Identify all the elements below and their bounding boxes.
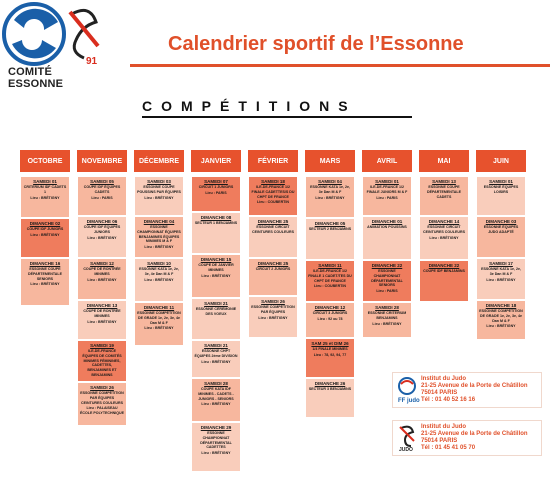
event-card: DIMANCHE 15 COUPE DE JANVIER MINIMES Lieu : BRÉTIGNY xyxy=(191,254,241,298)
page-title: Calendrier sportif de l’Essonne xyxy=(168,33,464,55)
event-card: SAMEDI 13 ESSONNE COUPE DÉPARTEMENTALE CADETS xyxy=(419,176,469,216)
month-tab: MARS xyxy=(305,150,355,172)
contact-city: 75014 PARIS xyxy=(421,438,458,444)
event-card: SAMEDI 28 COUPE KATA IDF MINIMES - CADETS - JUNIORS - SENIORS Lieu : BRÉTIGNY xyxy=(191,378,241,422)
event-card: SAMEDI 07 CIRCUIT 1 JUNIORS Lieu : PARIS xyxy=(191,176,241,212)
event-card: DIMANCHE 06 COUPE IDF ÉQUIPES JUNIORS Lieu : BRÉTIGNY xyxy=(77,216,127,258)
event-card: SAMEDI 04 ESSONNE KATA 1e, 2e, 3e Dan M & F Lieu : BRÉTIGNY xyxy=(305,176,355,218)
logo-mark-icon xyxy=(0,0,110,68)
event-card: DIMANCHE 16 ESSONNE COUPE DÉPARTEMENTALE SENIORS Lieu : BRÉTIGNY xyxy=(20,258,70,306)
event-card: SAMEDI 26 ESSONNE COMPÉTITION PAR ÉQUIPES CEINTURES COULEURS Lieu : PALAISEAU ÉCOLE POLYTECHNIQUE xyxy=(77,382,127,426)
month-tab: FÉVRIER xyxy=(248,150,298,172)
event-card: SAMEDI 19 ILE-DE-FRANCE ÉQUIPES DE COMITÉS MINIMES FÉMININES, CADETTES, BENJAMINES ET BENJAMINS xyxy=(77,340,127,382)
event-card: DIMANCHE 12 CIRCUIT 3 JUNIORS Lieu : 92 ou 78 xyxy=(305,302,355,338)
ffjudo-logo-icon xyxy=(397,376,420,404)
comite-logo xyxy=(0,0,110,88)
event-card: SAMEDI 26 ESSONNE COMPÉTITION PAR ÉQUIPES Lieu : BRÉTIGNY xyxy=(248,296,298,338)
event-card: DIMANCHE 18 ESSONNE COMPÉTITION DE GRADE 1e, 2e, 3e, 4e Dan M & F Lieu : BRÉTIGNY xyxy=(476,300,526,340)
event-card: DIMANCHE 04 ESSONNE CHAMPIONNAT ÉQUIPES BENJAMINES ÉQUIPES MINIMES M & F Lieu : BRÉTIGNY xyxy=(134,216,184,258)
event-card: SAM 25 et DIM 26 1/4 FINALE MINIMES Lieu : 78, 92, 94, 77 xyxy=(305,338,355,378)
contact-address: 21-25 Avenue de la Porte de Châtillon xyxy=(421,383,528,389)
month-tab: AVRIL xyxy=(362,150,412,172)
event-card: SAMEDI 05 COUPE IDF ÉQUIPES CADETS Lieu : PARIS xyxy=(77,176,127,216)
event-card: DIMANCHE 26 SECTEUR 3 BENJAMINS xyxy=(305,378,355,418)
month-tab: NOVEMBRE xyxy=(77,150,127,172)
contact-ffjudo xyxy=(392,372,542,408)
event-card: DIMANCHE 11 ESSONNE COMPÉTITION DE GRADE 1e, 2e, 3e, 4e Dan M & F Lieu : BRÉTIGNY xyxy=(134,302,184,346)
event-card: DIMANCHE 05 SECTEUR 2 BENJAMINS xyxy=(305,218,355,260)
contact-city: 75014 PARIS xyxy=(421,390,458,396)
event-card: DIMANCHE 25 ESSONNE CIRCUIT CEINTURES COULEURS xyxy=(248,216,298,258)
event-card: SAMEDI 03 ESSONNE COUPE POUSSINS PAR ÉQUIPES Lieu : BRÉTIGNY xyxy=(134,176,184,216)
event-card: SAMEDI 17 ESSONNE KATA 1e, 2e, 3e Dan M & F Lieu : BRÉTIGNY xyxy=(476,258,526,300)
month-tab: JUIN xyxy=(476,150,526,172)
event-card: DIMANCHE 13 COUPE DE RONTRÉE MINIMES Lieu : BRÉTIGNY xyxy=(77,300,127,340)
svg-text:FF judo: FF judo xyxy=(398,398,420,404)
month-tab: MAI xyxy=(419,150,469,172)
month-tab: DÉCEMBRE xyxy=(134,150,184,172)
month-tab: JANVIER xyxy=(191,150,241,172)
svg-text:91: 91 xyxy=(86,56,98,67)
event-card: SAMEDI 10 ESSONNE KATA 1e, 2e, 3e, 4e Dan M & F Lieu : BRÉTIGNY xyxy=(134,258,184,302)
event-card: SAMEDI 21 ESSONNE CHPT ÉQUIPES 2ème DIVISION Lieu : BRÉTIGNY xyxy=(191,340,241,378)
event-card: SAMEDI 28 ESSONNE CRITERIUM BENJAMINS Lieu : BRÉTIGNY xyxy=(362,302,412,338)
contact-comite xyxy=(392,420,542,456)
event-card: SAMEDI 11 ILE-DE-FRANCE 1/2 FINALE 1 CADET/TES DU CHPT DE FRANCE Lieu : COUBERTIN xyxy=(305,260,355,302)
comite-judo-logo-icon xyxy=(397,424,417,452)
event-card: DIMANCHE 03 ESSONNE ÉQUIPES JUDO ADAPTÉ xyxy=(476,216,526,258)
event-card: DIMANCHE 29 ESSONNE CHAMPIONNAT DÉPARTEMENTAL CADETTES Lieu : BRÉTIGNY xyxy=(191,422,241,472)
event-card: SAMEDI 01 CRITERIUM IDF CADETS 1 Lieu : BRÉTIGNY xyxy=(20,176,70,218)
event-card: DIMANCHE 22 COUPE IDF BENJAMINS xyxy=(419,260,469,302)
month-tab: OCTOBRE xyxy=(20,150,70,172)
event-card: DIMANCHE 02 COUPE IDF JUNIORS Lieu : BRÉTIGNY xyxy=(20,218,70,258)
contact-phone: Tél : 01 45 41 05 70 xyxy=(421,445,476,451)
contact-name: Institut du Judo xyxy=(421,376,466,382)
contact-address: 21-25 Avenue de la Porte de Châtillon xyxy=(421,431,528,437)
event-card: SAMEDI 01 ILE-DE-FRANCE 1/2 FINALE JUNIORS M & F Lieu : PARIS xyxy=(362,176,412,216)
event-card: DIMANCHE 14 ESSONNE CIRCUIT CEINTURES COULEURS Lieu : BRÉTIGNY xyxy=(419,216,469,260)
contact-name: Institut du Judo xyxy=(421,424,466,430)
event-card: SAMEDI 01 ESSONNE ÉQUIPES LOISIRS xyxy=(476,176,526,216)
event-card: DIMANCHE 25 CIRCUIT 2 JUNIORS xyxy=(248,258,298,296)
event-card: SAMEDI 21 ESSONNE CÉRÉMONIE DES VOEUX xyxy=(191,298,241,340)
logo-label: COMITÉ ESSONNE xyxy=(8,66,64,90)
header xyxy=(0,0,550,88)
month-header-row xyxy=(20,150,530,172)
event-card: SAMEDI 12 COUPE DE RONTRÉE MINIMES Lieu : BRÉTIGNY xyxy=(77,258,127,300)
svg-text:JUDO: JUDO xyxy=(399,447,413,453)
event-card: DIMANCHE 22 ESSONNE CHAMPIONNAT DÉPARTEMENTAL SENIORS Lieu : PARIS xyxy=(362,260,412,302)
contact-phone: Tél : 01 40 52 16 16 xyxy=(421,397,476,403)
section-title: COMPÉTITIONS xyxy=(142,98,357,114)
title-underline xyxy=(130,64,550,67)
section-underline xyxy=(142,116,412,118)
event-card: SAMEDI 18 ILE-DE-FRANCE 1/2 FINALE CADETTES/S DU CHPT DE FRANCE Lieu : COUBERTIN xyxy=(248,176,298,216)
event-card: DIMANCHE 01 ANIMATION POUSSINS xyxy=(362,216,412,260)
event-card: DIMANCHE 08 SECTEUR 1 BENJAMINS xyxy=(191,212,241,254)
